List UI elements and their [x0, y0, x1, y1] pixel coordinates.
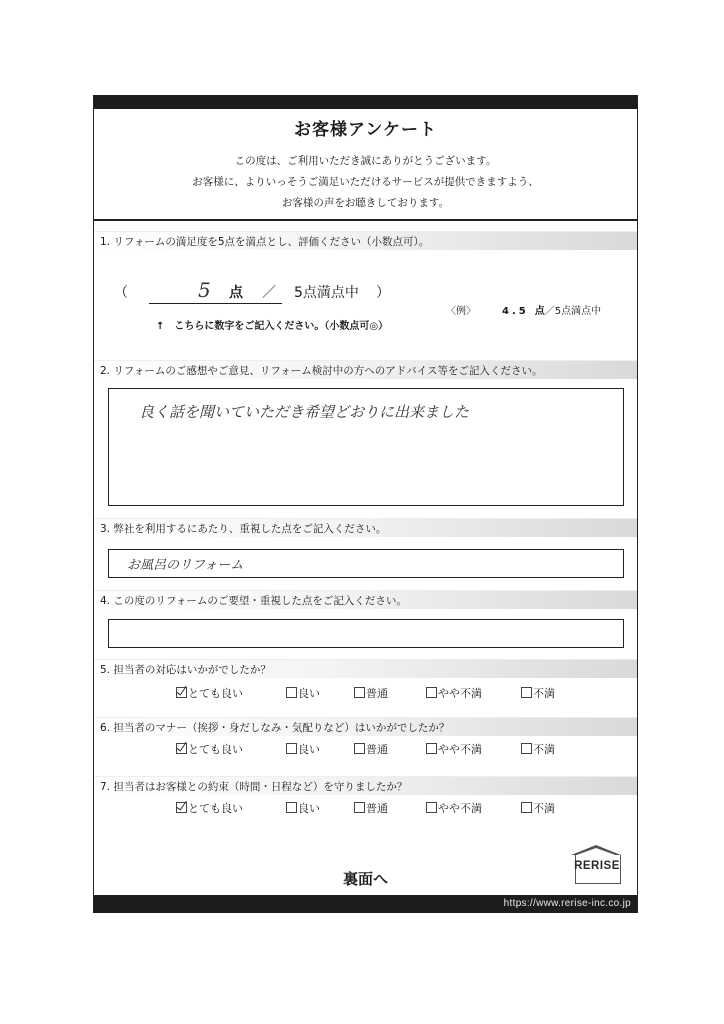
question-6-label: 6. 担当者のマナー（挨拶・身だしなみ・気配りなど）はいかがでしたか？ [100, 722, 450, 734]
option-good[interactable] [286, 685, 320, 701]
checkbox-icon[interactable] [354, 743, 365, 754]
question-3-answer: お風呂のリフォーム [127, 558, 244, 573]
question-2-answer-box[interactable] [108, 388, 624, 506]
close-paren: ） [376, 285, 390, 301]
question-4-label: 4. この度のリフォームのご要望・重視した点をご記入ください。 [100, 595, 407, 607]
option-average[interactable] [354, 800, 388, 816]
question-2-label: 2. リフォームのご感想やご意見、リフォーム検討中の方へのアドバイス等をご記入ください。 [100, 365, 543, 377]
option-label: 良い [298, 743, 320, 756]
checkbox-icon[interactable] [354, 687, 365, 698]
option-dissatisfied[interactable] [521, 685, 555, 701]
score-answer[interactable]: 5 [198, 278, 211, 302]
option-label: 不満 [533, 802, 555, 815]
option-label: とても良い [188, 802, 243, 815]
option-label: 良い [298, 687, 320, 700]
question-2-band [94, 360, 637, 379]
page-title: お客様アンケート [294, 120, 437, 140]
intro-text [94, 151, 637, 214]
option-dissatisfied[interactable] [521, 800, 555, 816]
checkbox-icon[interactable] [354, 802, 365, 813]
question-1-label: 1. リフォームの満足度を5点を満点とし、評価ください（小数点可）。 [100, 236, 430, 248]
website-url[interactable]: https://www.rerise-inc.co.jp [503, 898, 631, 909]
option-label: とても良い [188, 687, 243, 700]
question-5-band [94, 659, 637, 678]
option-very-good[interactable] [176, 685, 243, 701]
score-example [446, 302, 601, 317]
option-label: 不満 [533, 687, 555, 700]
option-very-good[interactable] [176, 741, 243, 757]
example-unit: 点 [534, 306, 545, 317]
option-label: 不満 [533, 743, 555, 756]
option-label: やや不満 [438, 743, 482, 756]
back-side-text: 裏面へ [342, 870, 388, 888]
top-bar [94, 95, 637, 109]
option-good[interactable] [286, 741, 320, 757]
question-6-options [176, 741, 596, 757]
option-good[interactable] [286, 800, 320, 816]
option-somewhat-dissatisfied[interactable] [426, 741, 482, 757]
option-somewhat-dissatisfied[interactable] [426, 800, 482, 816]
intro-line: お客様に、よりいっそうご満足いただけるサービスが提供できますよう、 [192, 176, 539, 188]
question-4-band [94, 590, 637, 609]
checkbox-icon[interactable] [286, 802, 297, 813]
checkbox-checked-icon[interactable] [176, 687, 187, 698]
score-slash: ／ [262, 285, 276, 301]
question-5-options [176, 685, 596, 701]
bottom-bar [94, 895, 637, 913]
option-very-good[interactable] [176, 800, 243, 816]
checkbox-icon[interactable] [426, 743, 437, 754]
question-3-label: 3. 弊社を利用するにあたり、重視した点をご記入ください。 [100, 523, 387, 535]
survey-sheet [93, 95, 638, 913]
checkbox-icon[interactable] [521, 687, 532, 698]
question-5-label: 5. 担当者の対応はいかがでしたか？ [100, 664, 271, 676]
intro-line: この度は、ご利用いただき誠にありがとうございます。 [234, 155, 497, 167]
option-label: とても良い [188, 743, 243, 756]
question-7-options [176, 800, 596, 816]
score-note: ↑ こちらに数字をご記入ください。（小数点可◎） [156, 321, 389, 332]
score-underline [149, 303, 282, 304]
question-7-band [94, 776, 637, 795]
logo-text: RERISE [574, 860, 620, 872]
checkbox-icon[interactable] [426, 687, 437, 698]
example-value: 4.5 [502, 306, 529, 317]
score-entry [114, 278, 414, 306]
option-label: やや不満 [438, 802, 482, 815]
checkbox-icon[interactable] [521, 743, 532, 754]
option-average[interactable] [354, 741, 388, 757]
score-max-text: 5点満点中 [294, 285, 359, 301]
checkbox-icon[interactable] [286, 743, 297, 754]
checkbox-checked-icon[interactable] [176, 743, 187, 754]
checkbox-icon[interactable] [521, 802, 532, 813]
checkbox-checked-icon[interactable] [176, 802, 187, 813]
question-4-answer-box[interactable] [108, 619, 624, 648]
option-label: 普通 [366, 687, 388, 700]
question-7-label: 7. 担当者はお客様との約束（時間・日程など）を守りましたか？ [100, 781, 408, 793]
question-3-band [94, 518, 637, 537]
question-1-band [94, 231, 637, 250]
score-unit: 点 [229, 285, 243, 301]
question-3-answer-box[interactable] [108, 549, 624, 578]
option-somewhat-dissatisfied[interactable] [426, 685, 482, 701]
question-6-band [94, 717, 637, 736]
option-label: やや不満 [438, 687, 482, 700]
section-divider [94, 219, 637, 221]
option-label: 普通 [366, 743, 388, 756]
example-label: 〈例〉 [446, 306, 476, 317]
example-suffix: ／5点満点中 [544, 306, 602, 317]
checkbox-icon[interactable] [426, 802, 437, 813]
option-average[interactable] [354, 685, 388, 701]
checkbox-icon[interactable] [286, 687, 297, 698]
question-2-answer: 良く話を聞いていただき希望どおりに出来ました [139, 403, 470, 421]
intro-line: お客様の声をお聴きしております。 [281, 197, 450, 209]
open-paren: （ [114, 285, 128, 301]
option-label: 良い [298, 802, 320, 815]
option-dissatisfied[interactable] [521, 741, 555, 757]
option-label: 普通 [366, 802, 388, 815]
